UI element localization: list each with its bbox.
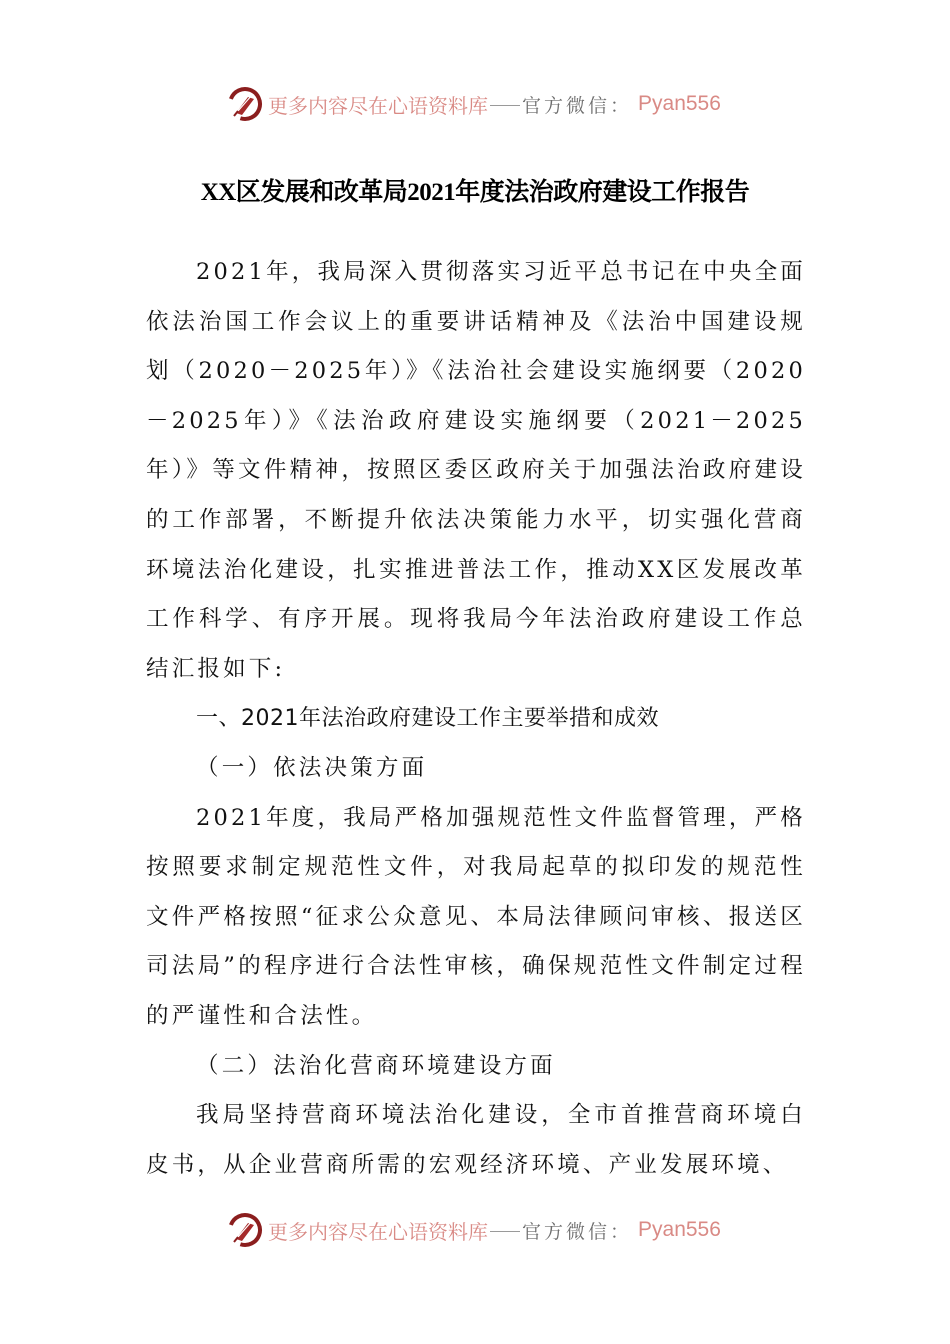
- separator-line: [490, 1231, 520, 1232]
- separator-line: [490, 105, 520, 106]
- section-heading-1: 一、2021年法治政府建设工作主要举措和成效: [196, 706, 659, 732]
- brand-text: 更多内容尽在心语资料库: [268, 1219, 488, 1244]
- quill-pen-logo-icon: [226, 85, 264, 123]
- subsection-heading-1: （一）依法决策方面: [196, 754, 428, 781]
- header-watermark-banner: [226, 82, 721, 126]
- subsection-paragraph-2: 我局坚持营商环境法治化建设，全市首推营商环境白皮书，从企业营商所需的宏观经济环境、产业发展环境、: [146, 1102, 806, 1178]
- subsection-paragraph-1: 2021年度，我局严格加强规范性文件监督管理，严格按照要求制定规范性文件，对我局起草的拟印发的规范性文件严格按照“征求公众意见、本局法律顾问审核、报送区司法局”的程序进行合法性审核，确保规范性文件制定过程的严谨性和合法性。: [146, 804, 806, 1029]
- document-title: XX区发展和改革局2021年度法治政府建设工作报告: [200, 179, 750, 206]
- document-body: [146, 248, 806, 1190]
- wechat-label: 官方微信：: [522, 1220, 633, 1243]
- subsection-heading-2: （二）法治化营商环境建设方面: [196, 1052, 556, 1079]
- wechat-id: Pyan556: [638, 1218, 721, 1241]
- wechat-label: 官方微信：: [522, 94, 633, 117]
- intro-paragraph: 2021年，我局深入贯彻落实习近平总书记在中央全面依法治国工作会议上的重要讲话精神及《法治中国建设规划（2020－2025年）》《法治社会建设实施纲要（2020－2025年）》《法治政府建设实施纲要（2021－2025年）》等文件精神，按照区委区政府关于加强法治政府建设的工作部署，不断提升依法决策能力水平，切实强化营商环境法治化建设，扎实推进普法工作，推动XX区发展改革工作科学、有序开展。现将我局今年法治政府建设工作总结汇报如下:: [146, 259, 806, 682]
- brand-text: 更多内容尽在心语资料库: [268, 93, 488, 118]
- quill-pen-logo-icon: [226, 1211, 264, 1249]
- wechat-id: Pyan556: [638, 92, 721, 115]
- footer-watermark-banner: [226, 1208, 721, 1252]
